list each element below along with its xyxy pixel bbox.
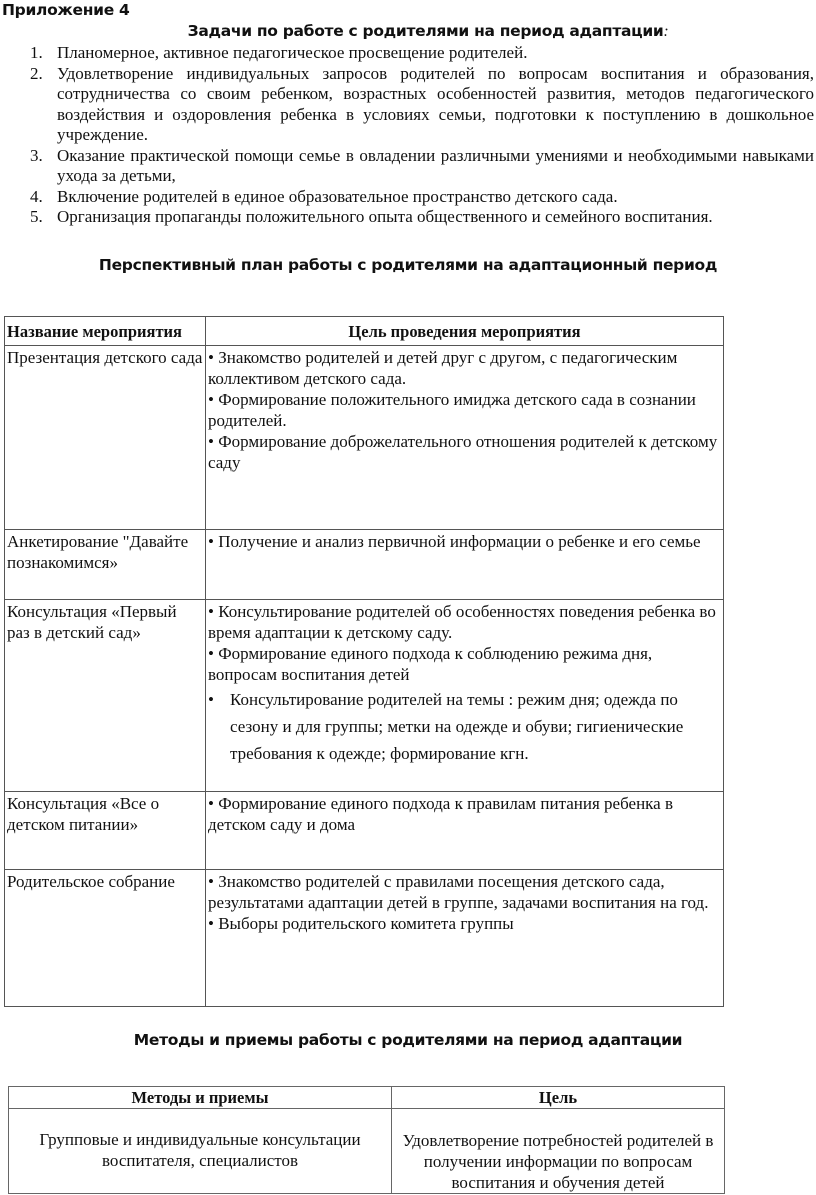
- column-header-goal: Цель проведения мероприятия: [206, 317, 724, 346]
- method-cell: Групповые и индивидуальные консультации воспитателя, специалистов: [9, 1109, 392, 1194]
- task-number: 2.: [30, 63, 43, 83]
- methods-heading: Методы и приемы работы с родителями на период адаптации: [133, 1031, 683, 1049]
- task-item: [0, 146, 814, 187]
- plan-heading: Перспективный план работы с родителями на адаптационный период: [98, 256, 718, 274]
- goal-cell: [206, 346, 724, 530]
- event-cell: Родительское собрание: [5, 870, 206, 1007]
- table-row: [5, 792, 724, 870]
- goal-bullet: • Консультирование родителей об особенностях поведения ребенка во время адаптации к детскому саду.: [208, 602, 716, 642]
- column-header-method: Методы и приемы: [9, 1087, 392, 1109]
- goal-bullet: • Получение и анализ первичной информации о ребенке и его семье: [208, 532, 701, 551]
- goal-cell: [206, 530, 724, 600]
- goal-bullet-list-item: [208, 686, 721, 767]
- tasks-heading-colon: :: [663, 23, 669, 40]
- bullet-icon: •: [208, 690, 214, 709]
- event-cell: Консультация «Все о детском питании»: [5, 792, 206, 870]
- table-row: [5, 870, 724, 1007]
- methods-table: [8, 1086, 725, 1194]
- goal-bullet: • Формирование единого подхода к правилам питания ребенка в детском саду и дома: [208, 794, 673, 834]
- task-number: 1.: [30, 43, 43, 62]
- task-item: [0, 64, 814, 146]
- goal-bullet: • Выборы родительского комитета группы: [208, 914, 514, 933]
- task-item: [0, 187, 814, 208]
- task-number: 5.: [30, 207, 43, 226]
- goal-bullet-text: Консультирование родителей на темы : режим дня; одежда по сезону и для группы; метки на одежде и обуви; гигиенические требования к одежде; формирование кгн.: [230, 690, 684, 763]
- plan-table: [4, 316, 724, 1007]
- event-cell: Презентация детского сада: [5, 346, 206, 530]
- goal-cell: Удовлетворение потребностей родителей в получении информации по вопросам воспитания и обучения детей: [392, 1109, 725, 1194]
- task-number: 4.: [30, 186, 43, 206]
- appendix-label: Приложение 4: [2, 1, 130, 19]
- tasks-heading: [0, 22, 816, 41]
- event-cell: Консультация «Первый раз в детский сад»: [5, 600, 206, 792]
- table-header-row: [5, 317, 724, 346]
- goal-cell: [206, 870, 724, 1007]
- goal-cell: [206, 600, 724, 792]
- goal-bullet: • Формирование единого подхода к соблюдению режима дня, вопросам воспитания детей: [208, 644, 653, 684]
- task-text: Планомерное, активное педагогическое просвещение родителей.: [57, 43, 528, 62]
- goal-bullet: • Формирование доброжелательного отношения родителей к детскому саду: [208, 432, 718, 472]
- task-text: Включение родителей в единое образовательное пространство детского сада.: [57, 186, 618, 206]
- goal-bullet: • Формирование положительного имиджа детского сада в сознании родителей.: [208, 390, 696, 430]
- goal-cell: [206, 792, 724, 870]
- goal-bullet: • Знакомство родителей с правилами посещения детского сада, результатами адаптации детей в группе, задачами воспитания на год.: [208, 872, 709, 912]
- column-header-goal: Цель: [392, 1087, 725, 1109]
- table-row: [5, 530, 724, 600]
- goal-bullet: • Знакомство родителей и детей друг с другом, с педагогическим коллективом детского сада.: [208, 348, 678, 388]
- table-header-row: [9, 1087, 725, 1109]
- tasks-heading-text: Задачи по работе с родителями на период адаптации: [187, 22, 664, 40]
- task-text: Организация пропаганды положительного опыта общественного и семейного воспитания.: [57, 207, 713, 226]
- table-row: [5, 346, 724, 530]
- task-text: Удовлетворение индивидуальных запросов родителей по вопросам воспитания и образования, сотрудничества со своим ребенком, возрастных особенностей развития, методов педагогического воздействия и оздоровления ребенка в условиях семьи, подготовки к поступлению в дошкольное учреждение.: [57, 63, 814, 144]
- task-item: [0, 43, 814, 64]
- event-cell: Анкетирование "Давайте познакомимся»: [5, 530, 206, 600]
- tasks-list: [0, 43, 814, 228]
- table-row: [9, 1109, 725, 1194]
- column-header-event: Название мероприятия: [5, 317, 206, 346]
- table-row: [5, 600, 724, 792]
- task-number: 3.: [30, 145, 43, 165]
- task-item: [0, 207, 814, 228]
- task-text: Оказание практической помощи семье в овладении различными умениями и необходимыми навыками ухода за детьми,: [57, 145, 814, 185]
